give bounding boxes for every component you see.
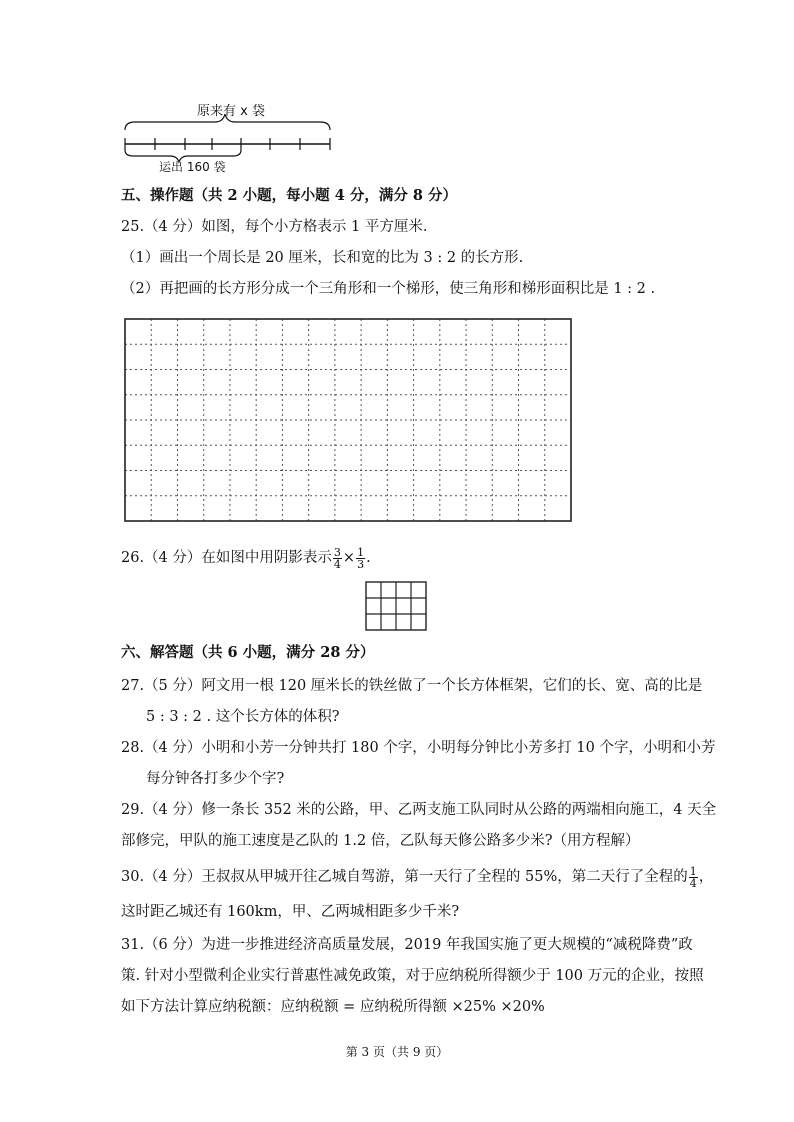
q27-line2: 5 : 3 : 2 . 这个长方体的体积? — [146, 709, 340, 725]
q26-frac1-den: 4 — [333, 557, 341, 571]
q26-prefix: 26.（4 分）在如图中用阴影表示 — [121, 550, 332, 566]
q26-frac2-num: 1 — [357, 545, 365, 559]
q25-line1: 25.（4 分）如图，每个小方格表示 1 平方厘米. — [121, 219, 428, 235]
q26-times: × — [342, 550, 356, 566]
page-footer: 第 3 页（共 9 页） — [345, 1045, 449, 1059]
diagram-bottom-label: 运出 160 袋 — [159, 160, 226, 174]
q25-line2: （1）画出一个周长是 20 厘米，长和宽的比为 3 : 2 的长方形. — [121, 250, 524, 266]
q25-line3: （2）再把画的长方形分成一个三角形和一个梯形，使三角形和梯形面积比是 1 : 2 . — [121, 281, 656, 297]
section6-heading: 六、解答题（共 6 小题，满分 28 分） — [121, 644, 375, 661]
q26-frac1-num: 3 — [333, 545, 341, 559]
diagram-top-label: 原来有 x 袋 — [197, 104, 265, 119]
section5-heading: 五、操作题（共 2 小题，每小题 4 分，满分 8 分） — [121, 187, 458, 204]
q29-line2: 部修完，甲队的施工速度是乙队的 1.2 倍，乙队每天修公路多少米?（用方程解） — [121, 833, 640, 849]
q26-fraction-1 — [333, 547, 342, 570]
q30-line1 — [121, 862, 713, 892]
diagram-figure — [115, 92, 345, 182]
q27-line1: 27.（5 分）阿文用一根 120 厘米长的铁丝做了一个长方体框架，它们的长、宽、高的比是 — [121, 678, 703, 694]
q28-line1: 28.（4 分）小明和小芳一分钟共打 180 个字，小明每分钟比小芳多打 10 个字，小明和小芳 — [121, 740, 716, 756]
q30-line2: 这时距乙城还有 160km，甲、乙两城相距多少千米? — [121, 904, 460, 920]
q26-fraction-2 — [356, 547, 365, 570]
q29-line1: 29.（4 分）修一条长 352 米的公路，甲、乙两支施工队同时从公路的两端相向施工，4 天全 — [121, 802, 717, 818]
q30-fraction — [689, 866, 698, 889]
q31-line1: 31.（6 分）为进一步推进经济高质量发展，2019 年我国实施了更大规模的“减税降费”政 — [121, 937, 693, 953]
q26-frac2-den: 3 — [357, 557, 365, 571]
q31-line3: 如下方法计算应纳税额：应纳税额 = 应纳税所得额 ×25% ×20% — [121, 999, 545, 1015]
q30-suffix: ， — [698, 869, 714, 885]
q31-line2: 策. 针对小型微利企业实行普惠性减免政策，对于应纳税所得额少于 100 万元的企业，按照 — [121, 968, 704, 984]
q26-suffix: . — [366, 550, 371, 566]
q30-frac-den: 4 — [689, 876, 697, 890]
q26-line — [121, 543, 371, 573]
segment-diagram — [115, 92, 345, 182]
q28-line2: 每分钟各打多少个字? — [146, 771, 285, 787]
q30-frac-num: 1 — [689, 864, 697, 878]
q30-prefix: 30.（4 分）王叔叔从甲城开往乙城自驾游，第一天行了全程的 55%，第二天行了全程的 — [121, 869, 688, 885]
fraction-grid-26 — [364, 580, 428, 632]
square-grid-25 — [123, 317, 573, 523]
top-brace — [125, 114, 330, 130]
